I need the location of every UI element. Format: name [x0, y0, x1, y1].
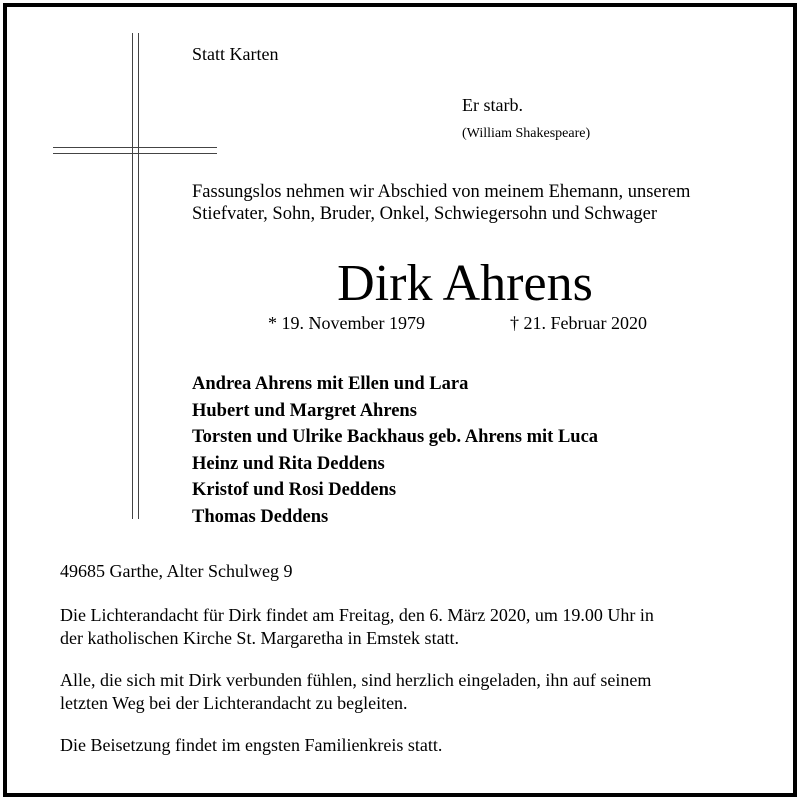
mourner-item: Heinz und Rita Deddens — [192, 453, 385, 474]
paragraph-line: Die Lichterandacht für Dirk findet am Freitag, den 6. März 2020, um 19.00 Uhr in — [60, 605, 654, 625]
deceased-name: Dirk Ahrens — [337, 255, 593, 312]
paragraph-line: letzten Weg bei der Lichterandacht zu begleiten. — [60, 693, 408, 713]
mourners-list — [192, 371, 598, 531]
family-address: 49685 Garthe, Alter Schulweg 9 — [60, 561, 293, 581]
quote-text: Er starb. — [462, 95, 523, 115]
invitation-paragraph — [60, 669, 651, 715]
paragraph-line: der katholischen Kirche St. Margaretha in Emstek statt. — [60, 628, 460, 648]
paragraph-line: Die Beisetzung findet im engsten Familienkreis statt. — [60, 735, 443, 755]
quote-source: (William Shakespeare) — [462, 126, 591, 141]
intro-line-2: Stiefvater, Sohn, Bruder, Onkel, Schwiegersohn und Schwager — [192, 204, 658, 224]
mourner-item: Thomas Deddens — [192, 506, 329, 527]
paragraph-line: Alle, die sich mit Dirk verbunden fühlen, sind herzlich eingeladen, ihn auf seinem — [60, 670, 652, 690]
memorial-service-paragraph — [60, 604, 654, 650]
statt-karten-label: Statt Karten — [192, 44, 279, 64]
mourner-item: Torsten und Ulrike Backhaus geb. Ahrens mit Luca — [192, 427, 599, 448]
mourner-item: Kristof und Rosi Deddens — [192, 480, 397, 501]
mourner-item: Hubert und Margret Ahrens — [192, 400, 417, 421]
burial-paragraph — [60, 734, 442, 757]
mourner-item: Andrea Ahrens mit Ellen und Lara — [192, 374, 469, 394]
death-date: † 21. Februar 2020 — [510, 313, 647, 333]
birth-date: * 19. November 1979 — [268, 313, 425, 333]
intro-line-1: Fassungslos nehmen wir Abschied von meinem Ehemann, unserem — [192, 182, 691, 202]
